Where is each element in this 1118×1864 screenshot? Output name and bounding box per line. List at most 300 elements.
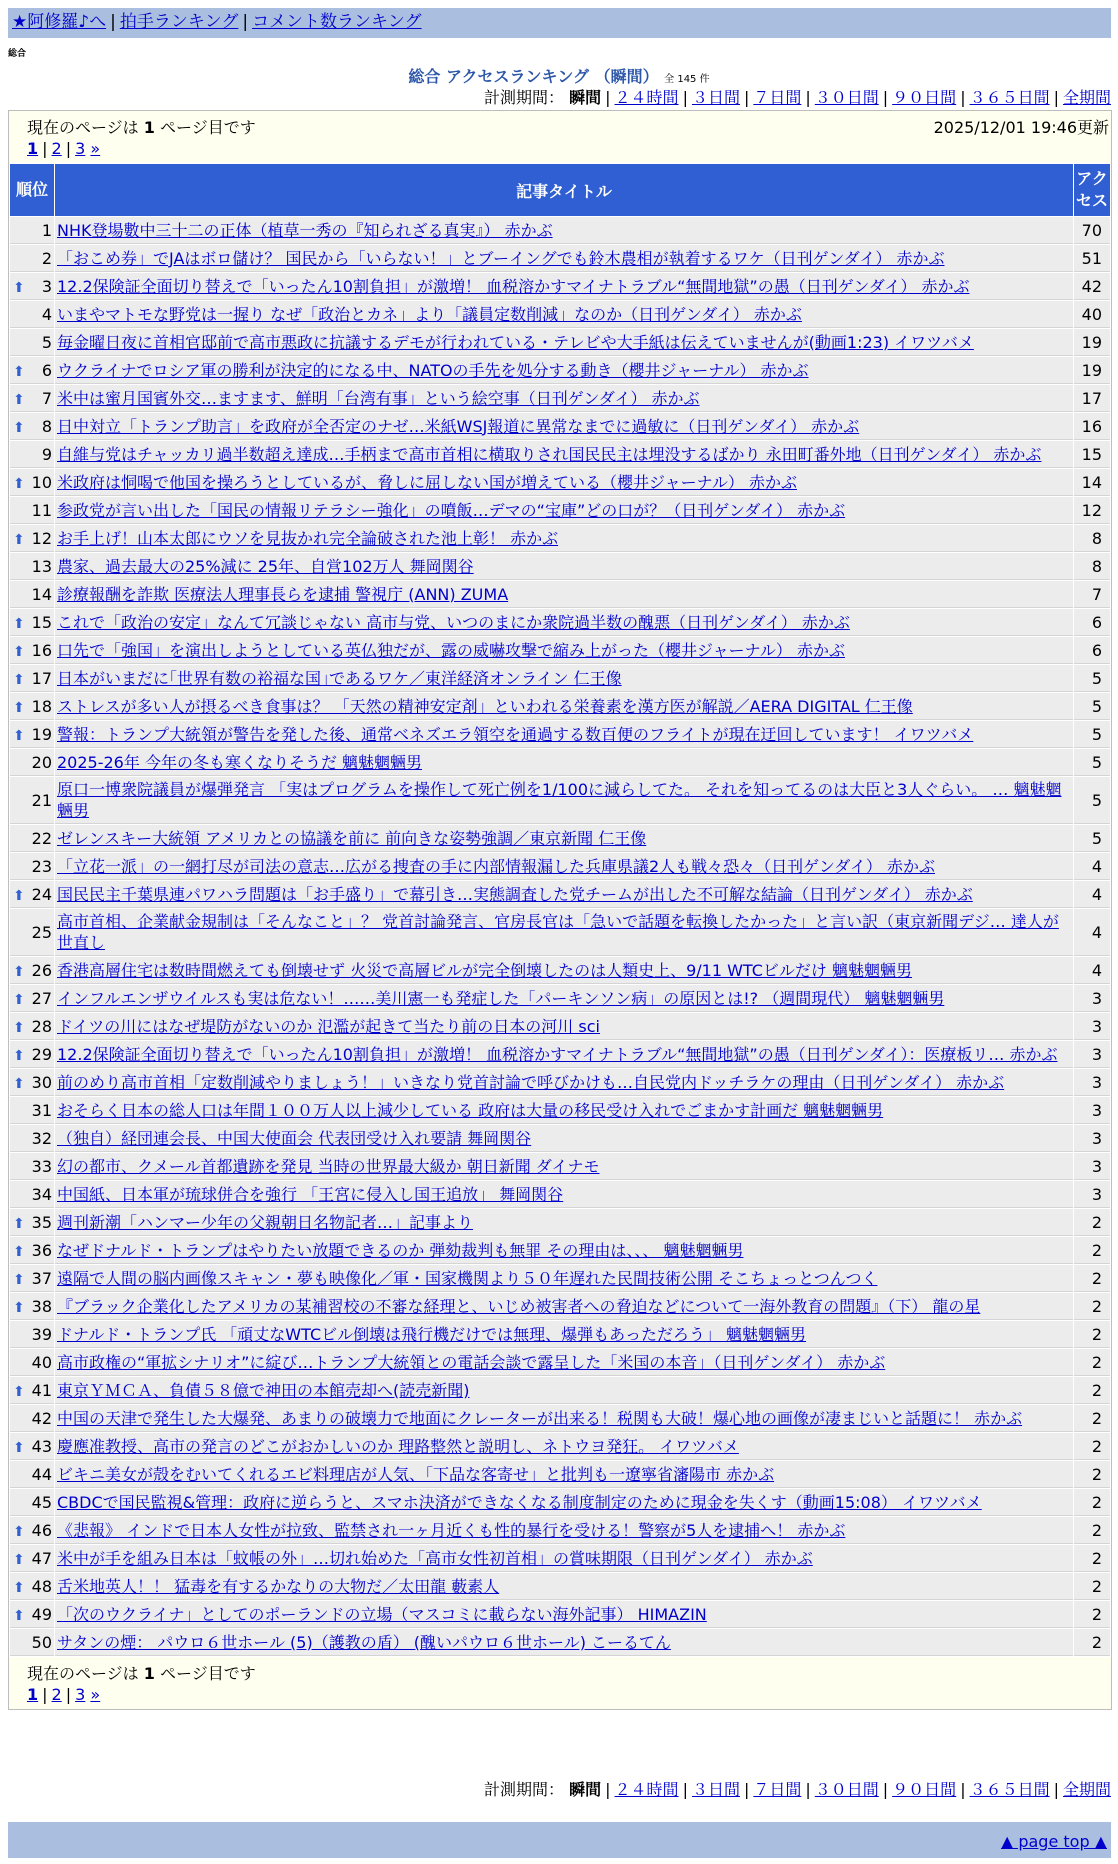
page-info-top: [9, 111, 1111, 163]
header-access: アクセス: [1074, 164, 1110, 216]
article-link[interactable]: 診療報酬を詐欺 医療法人理事長らを逮捕 警視庁 (ANN) ZUMA: [57, 584, 509, 604]
rank-cell: [10, 1181, 54, 1208]
access-count: 3: [1074, 1153, 1110, 1180]
rank-cell: [10, 985, 54, 1012]
access-count: 7: [1074, 581, 1110, 608]
rank-number: 16: [31, 640, 52, 660]
period-option-4[interactable]: ９０日間: [892, 88, 957, 107]
title-cell: [55, 1433, 1073, 1460]
article-link[interactable]: 2025-26年 今年の冬も寒くなりそうだ 魑魅魍魎男: [57, 752, 423, 772]
table-row: [10, 1041, 1110, 1068]
rank-number: 17: [31, 668, 52, 688]
period-separator: |: [960, 88, 966, 107]
current-page-post: ページ目です: [160, 118, 256, 137]
table-row: [10, 497, 1110, 524]
rank-number: 31: [31, 1100, 52, 1120]
access-count: 51: [1074, 245, 1110, 272]
title-cell: [55, 853, 1073, 880]
nav-separator: |: [110, 12, 116, 32]
article-link[interactable]: いまやマトモな野党は一握り なぜ「政治とカネ」より「議員定数削減」なのか（日刊ゲンダイ） 赤かぶ: [57, 304, 802, 324]
article-link[interactable]: 『ブラック企業化したアメリカの某補習校の不審な経理と、いじめ被害者への脅迫などについて一海外教育の問題』（下） 龍の星: [57, 1296, 981, 1316]
table-row: [10, 1573, 1110, 1600]
access-count: 3: [1074, 1013, 1110, 1040]
table-row: [10, 413, 1110, 440]
access-count: 12: [1074, 497, 1110, 524]
article-link[interactable]: 東京ＹＭＣＡ、負債５８億で神田の本館売却へ(読売新聞): [57, 1380, 470, 1400]
up-arrow-icon: ⬆: [13, 1244, 25, 1260]
title-cell: [55, 1601, 1073, 1628]
article-link[interactable]: ビキニ美女が殻をむいてくれるエビ料理店が人気、「下品な客寄せ」と批判も一遼寧省瀋陽市 赤かぶ: [57, 1464, 775, 1484]
rank-cell: [10, 1153, 54, 1180]
access-count: 17: [1074, 385, 1110, 412]
table-row: [10, 553, 1110, 580]
rank-number: 7: [41, 388, 52, 408]
title-cell: [55, 217, 1073, 244]
rank-cell: [10, 1517, 54, 1544]
rank-number: 23: [31, 856, 52, 876]
rank-cell: [10, 245, 54, 272]
article-link[interactable]: 口先で「強国」を演出しようとしている英仏独だが、露の威嚇攻撃で縮み上がった（櫻井ジャーナル） 赤かぶ: [57, 640, 845, 660]
page-top-link[interactable]: ▲ page top ▲: [1000, 1832, 1107, 1851]
bottom-bar: [8, 1822, 1111, 1858]
nav-link-clap-ranking[interactable]: 拍手ランキング: [119, 12, 239, 32]
article-link[interactable]: インフルエンザウイルスも実は危ない！……美川憲一も発症した「パーキンソン病」の原因とは!? （週間現代） 魑魅魍魎男: [57, 988, 945, 1008]
up-arrow-icon: ⬆: [13, 1076, 25, 1092]
title-cell: [55, 553, 1073, 580]
table-row: [10, 1321, 1110, 1348]
current-page-number: 1: [143, 1664, 155, 1683]
title-cell: [55, 1517, 1073, 1544]
period-option-6[interactable]: 全期間: [1062, 1780, 1111, 1799]
access-count: 2: [1074, 1629, 1110, 1656]
rank-number: 3: [41, 276, 52, 296]
access-count: 3: [1074, 1097, 1110, 1124]
article-link[interactable]: NHK登場數中三十二の正体（植草一秀の『知られざる真実』） 赤かぶ: [57, 220, 553, 240]
rank-number: 22: [31, 828, 52, 848]
period-option-0[interactable]: ２４時間: [614, 1780, 679, 1799]
article-link[interactable]: 幻の都市、クメール首都遺跡を発見 当時の世界最大級か 朝日新聞 ダイナモ: [57, 1156, 600, 1176]
access-count: 42: [1074, 273, 1110, 300]
period-separator: |: [805, 88, 811, 107]
period-option-2[interactable]: ７日間: [753, 1780, 802, 1799]
access-count: 3: [1074, 1125, 1110, 1152]
table-row: [10, 1629, 1110, 1656]
rank-number: 39: [31, 1324, 52, 1344]
nav-link-comment-ranking[interactable]: コメント数ランキング: [252, 12, 422, 32]
table-row: [10, 693, 1110, 720]
period-option-1[interactable]: ３日間: [691, 1780, 740, 1799]
rank-number: 11: [31, 500, 52, 520]
pager-page-3[interactable]: 3: [75, 1685, 86, 1704]
table-row: [10, 581, 1110, 608]
title-cell: [55, 469, 1073, 496]
nav-link-asyura[interactable]: ★阿修羅♪へ: [12, 12, 107, 32]
rank-number: 40: [31, 1352, 52, 1372]
rank-cell: [10, 1461, 54, 1488]
title-cell: [55, 1321, 1073, 1348]
rank-cell: [10, 553, 54, 580]
article-link[interactable]: 自維与党はチャッカリ過半数超え達成…手柄まで高市首相に横取りされ国民民主は埋没するばかり 永田町番外地（日刊ゲンダイ） 赤かぶ: [57, 444, 1042, 464]
article-link[interactable]: 12.2保険証全面切り替えで「いったん10割負担」が激増！ 血税溶かすマイナトラブル“無間地獄”の愚（日刊ゲンダイ） 赤かぶ: [57, 276, 970, 296]
period-selector-top: [484, 88, 1111, 108]
up-arrow-icon: ⬆: [13, 364, 25, 380]
table-row: [10, 609, 1110, 636]
access-count: 2: [1074, 1461, 1110, 1488]
article-link[interactable]: 遠隔で人間の脳内画像スキャン・夢も映像化／軍・国家機関より５０年遅れた民間技術公開 そこちょっとつんつく: [57, 1268, 878, 1288]
rank-cell: [10, 777, 54, 824]
title-cell: [55, 1181, 1073, 1208]
pager-page-2[interactable]: 2: [51, 1685, 62, 1704]
rank-number: 50: [31, 1632, 52, 1652]
article-link[interactable]: 農家、過去最大の25%減に 25年、自営102万人 舞岡関谷: [57, 556, 474, 576]
category-tag: 総合: [8, 49, 27, 59]
access-count: 19: [1074, 357, 1110, 384]
period-option-5[interactable]: ３６５日間: [969, 1780, 1050, 1799]
rank-number: 12: [31, 528, 52, 548]
period-separator: |: [743, 88, 750, 107]
article-link[interactable]: 毎金曜日夜に首相官邸前で高市悪政に抗議するデモが行われている・テレビや大手紙は伝えていませんが(動画1:23) イワツバメ: [57, 332, 974, 352]
table-row: [10, 1265, 1110, 1292]
title-cell: [55, 1545, 1073, 1572]
header-title: 記事タイトル: [55, 164, 1073, 216]
period-option-3[interactable]: ３０日間: [814, 1780, 879, 1799]
rank-number: 37: [31, 1268, 52, 1288]
rank-number: 6: [41, 360, 52, 380]
pager-page-2[interactable]: 2: [51, 139, 62, 158]
pager-separator: |: [65, 1685, 72, 1704]
article-link[interactable]: 前のめり高市首相「定数削減やりましょう！」いきなり党首討論で呼びかけも…自民党内ドッチラケの理由（日刊ゲンダイ） 赤かぶ: [57, 1072, 1005, 1092]
title-cell: [55, 665, 1073, 692]
pager-next[interactable]: »: [90, 1685, 101, 1704]
up-arrow-icon: ⬆: [13, 1524, 25, 1540]
access-count: 5: [1074, 777, 1110, 824]
table-row: [10, 1601, 1110, 1628]
period-separator: |: [960, 1780, 966, 1799]
up-arrow-icon: ⬆: [13, 728, 25, 744]
rank-number: 47: [31, 1548, 52, 1568]
title-cell: [55, 1265, 1073, 1292]
rank-number: 33: [31, 1156, 52, 1176]
table-row: [10, 301, 1110, 328]
table-row: [10, 1209, 1110, 1236]
period-option-1[interactable]: ３日間: [691, 88, 740, 107]
title-cell: [55, 909, 1073, 956]
up-arrow-icon: ⬆: [13, 420, 25, 436]
rank-cell: [10, 301, 54, 328]
table-row: [10, 385, 1110, 412]
title-cell: [55, 1041, 1073, 1068]
article-link[interactable]: これで「政治の安定」なんて冗談じゃない 高市与党、いつのまにか衆院過半数の醜悪（日刊ゲンダイ） 赤かぶ: [57, 612, 850, 632]
title-cell: [55, 693, 1073, 720]
title-cell: [55, 441, 1073, 468]
access-count: 2: [1074, 1377, 1110, 1404]
page-info-bottom: [9, 1657, 1111, 1709]
access-count: 4: [1074, 881, 1110, 908]
article-link[interactable]: 米中は蜜月国賓外交…ますます、鮮明「台湾有事」という絵空事（日刊ゲンダイ） 赤かぶ: [57, 388, 700, 408]
rank-cell: [10, 1013, 54, 1040]
article-link[interactable]: ドナルド・トランプ氏 「頑丈なWTCビル倒壊は飛行機だけでは無理、爆弾もあっただろう」 魑魅魍魎男: [57, 1324, 807, 1344]
rank-number: 25: [31, 922, 52, 942]
up-arrow-icon: ⬆: [13, 1580, 25, 1596]
up-arrow-icon: ⬆: [13, 888, 25, 904]
rank-cell: [10, 581, 54, 608]
title-cell: [55, 301, 1073, 328]
up-arrow-icon: ⬆: [13, 964, 25, 980]
access-count: 4: [1074, 957, 1110, 984]
up-arrow-icon: ⬆: [13, 1048, 25, 1064]
title-cell: [55, 985, 1073, 1012]
period-separator: |: [605, 1780, 611, 1799]
rank-number: 42: [31, 1408, 52, 1428]
article-link[interactable]: 国民民主千葉県連パワハラ問題は「お手盛り」で幕引き…実態調査した党チームが出した不可解な結論（日刊ゲンダイ） 赤かぶ: [57, 884, 973, 904]
table-row: [10, 1433, 1110, 1460]
article-link[interactable]: ドイツの川にはなぜ堤防がないのか 氾濫が起きて当たり前の日本の河川 sci: [57, 1016, 600, 1036]
ranking-panel: [8, 110, 1112, 1710]
rank-cell: [10, 1041, 54, 1068]
access-count: 2: [1074, 1209, 1110, 1236]
access-count: 5: [1074, 721, 1110, 748]
rank-cell: [10, 1601, 54, 1628]
table-row: [10, 1013, 1110, 1040]
rank-number: 38: [31, 1296, 52, 1316]
rank-cell: [10, 1209, 54, 1236]
title-cell: [55, 1405, 1073, 1432]
pager-current[interactable]: 1: [27, 139, 39, 158]
period-separator: |: [743, 1780, 750, 1799]
up-arrow-icon: ⬆: [13, 1216, 25, 1232]
article-link[interactable]: お手上げ！山本太郎にウソを見抜かれ完全論破された池上彰！ 赤かぶ: [57, 528, 559, 548]
period-option-3[interactable]: ３０日間: [814, 88, 879, 107]
rank-number: 14: [31, 584, 52, 604]
pager-page-3[interactable]: 3: [75, 139, 86, 158]
pager-separator: |: [42, 1685, 48, 1704]
article-link[interactable]: CBDCで国民監視&管理：政府に逆らうと、スマホ決済ができなくなる制度制定のために現金を失くす（動画15:08） イワツバメ: [57, 1492, 982, 1512]
title-cell: [55, 581, 1073, 608]
table-row: [10, 909, 1110, 956]
rank-cell: [10, 909, 54, 956]
rank-cell: [10, 749, 54, 776]
table-row: [10, 1293, 1110, 1320]
rank-number: 34: [31, 1184, 52, 1204]
rank-cell: [10, 1545, 54, 1572]
access-count: 2: [1074, 1265, 1110, 1292]
up-arrow-icon: ⬆: [13, 644, 25, 660]
table-row: [10, 957, 1110, 984]
rank-number: 30: [31, 1072, 52, 1092]
access-count: 3: [1074, 985, 1110, 1012]
access-count: 3: [1074, 1181, 1110, 1208]
pager-separator: |: [42, 139, 48, 158]
period-option-5[interactable]: ３６５日間: [969, 88, 1050, 107]
rank-cell: [10, 957, 54, 984]
table-row: [10, 1125, 1110, 1152]
access-count: 3: [1074, 1041, 1110, 1068]
title-cell: [55, 1237, 1073, 1264]
access-count: 4: [1074, 909, 1110, 956]
table-row: [10, 329, 1110, 356]
table-row: [10, 665, 1110, 692]
article-link[interactable]: おそらく日本の総人口は年間１００万人以上減少している 政府は大量の移民受け入れでごまかす計画だ 魑魅魍魎男: [57, 1100, 884, 1120]
period-separator: |: [1053, 88, 1059, 107]
current-page-number: 1: [143, 118, 155, 137]
access-count: 6: [1074, 637, 1110, 664]
article-link[interactable]: 原口一博衆院議員が爆弾発言 「実はプログラムを操作して死亡例を1/100に減らしてた。 それを知ってるのは大臣と3人ぐらい。 … 魑魅魍魎男: [57, 780, 1062, 820]
rank-number: 36: [31, 1240, 52, 1260]
period-option-6[interactable]: 全期間: [1062, 88, 1111, 107]
article-link[interactable]: （独自）経団連会長、中国大使面会 代表団受け入れ要請 舞岡関谷: [57, 1128, 532, 1148]
rank-cell: [10, 1405, 54, 1432]
up-arrow-icon: ⬆: [13, 476, 25, 492]
article-link[interactable]: 香港高層住宅は数時間燃えても倒壊せず 火災で高層ビルが完全倒壊したのは人類史上、9/11 WTCビルだけ 魑魅魍魎男: [57, 960, 913, 980]
access-count: 5: [1074, 665, 1110, 692]
article-link[interactable]: 警報：トランプ大統領が警告を発した後、通常ベネズエラ領空を通過する数百便のフライトが現在迂回しています！ イワツバメ: [57, 724, 974, 744]
rank-number: 29: [31, 1044, 52, 1064]
title-cell: [55, 1069, 1073, 1096]
rank-cell: [10, 413, 54, 440]
article-link[interactable]: 参政党が言い出した「国民の情報リテラシー強化」の噴飯…デマの“宝庫”どの口が？（日刊ゲンダイ） 赤かぶ: [57, 500, 846, 520]
rank-cell: [10, 1069, 54, 1096]
article-link[interactable]: 《悲報》 インドで日本人女性が拉致、監禁され一ヶ月近くも性的暴行を受ける！警察が5人を逮捕へ！ 赤かぶ: [57, 1520, 846, 1540]
rank-number: 21: [31, 790, 52, 810]
rank-number: 19: [31, 724, 52, 744]
table-row: [10, 777, 1110, 824]
article-link[interactable]: ストレスが多い人が摂るべき食事は？ 「天然の精神安定剤」といわれる栄養素を漢方医が解説／AERA DIGITAL 仁王像: [57, 696, 913, 716]
rank-number: 26: [31, 960, 52, 980]
rank-cell: [10, 1237, 54, 1264]
article-link[interactable]: 米政府は恫喝で他国を操ろうとしているが、脅しに屈しない国が増えている（櫻井ジャーナル） 赤かぶ: [57, 472, 797, 492]
period-separator: |: [882, 1780, 889, 1799]
table-row: [10, 637, 1110, 664]
article-link[interactable]: なぜドナルド・トランプはやりたい放題できるのか 弾劾裁判も無罪 その理由は、、、 魑魅魍魎男: [57, 1240, 744, 1260]
title-cell: [55, 1153, 1073, 1180]
rank-cell: [10, 357, 54, 384]
article-link[interactable]: 米中が手を組み日本は「蚊帳の外」…切れ始めた「高市女性初首相」の賞味期限（日刊ゲンダイ） 赤かぶ: [57, 1548, 813, 1568]
header-rank: 順位: [10, 164, 54, 216]
rank-number: 9: [41, 444, 52, 464]
pager-current[interactable]: 1: [27, 1685, 39, 1704]
rank-cell: [10, 1433, 54, 1460]
table-row: [10, 749, 1110, 776]
title-cell: [55, 1125, 1073, 1152]
rank-cell: [10, 665, 54, 692]
rank-number: 49: [31, 1604, 52, 1624]
article-link[interactable]: 高市首相、企業献金規制は「そんなこと」？ 党首討論発言、官房長官は「急いで話題を転換したかった」と言い訳（東京新聞デジ… 達人が世直し: [57, 912, 1059, 952]
title-cell: [55, 1209, 1073, 1236]
article-link[interactable]: 高市政権の“軍拡シナリオ”に綻び…トランプ大統領との電話会談で露呈した「米国の本音」（日刊ゲンダイ） 赤かぶ: [57, 1352, 886, 1372]
article-link[interactable]: 「立花一派」の一網打尽が司法の意志…広がる捜査の手に内部情報漏した兵庫県議2人も戦々恐々（日刊ゲンダイ） 赤かぶ: [57, 856, 935, 876]
rank-cell: [10, 693, 54, 720]
current-page-text: [27, 115, 256, 138]
article-link[interactable]: サタンの煙： パウロ６世ホール (5)（護教の盾） (醜いパウロ６世ホール) こーるてん: [57, 1632, 671, 1652]
up-arrow-icon: ⬆: [13, 672, 25, 688]
access-count: 70: [1074, 217, 1110, 244]
up-arrow-icon: ⬆: [13, 1272, 25, 1288]
title-cell: [55, 245, 1073, 272]
article-link[interactable]: 「次のウクライナ」としてのポーランドの立場（マスコミに載らない海外記事） HIMAZIN: [57, 1604, 707, 1624]
article-link[interactable]: 日中対立「トランプ助言」を政府が全否定のナゼ…米紙WSJ報道に異常なまでに過敏に（日刊ゲンダイ） 赤かぶ: [57, 416, 860, 436]
period-option-4[interactable]: ９０日間: [892, 1780, 957, 1799]
rank-number: 8: [41, 416, 52, 436]
access-count: 40: [1074, 301, 1110, 328]
title-cell: [55, 1573, 1073, 1600]
rank-number: 5: [41, 332, 52, 352]
table-row: [10, 1489, 1110, 1516]
access-count: 14: [1074, 469, 1110, 496]
pager-next[interactable]: »: [90, 139, 101, 158]
access-count: 2: [1074, 1293, 1110, 1320]
rank-number: 46: [31, 1520, 52, 1540]
title-cell: [55, 413, 1073, 440]
rank-cell: [10, 1573, 54, 1600]
title-cell: [55, 957, 1073, 984]
title-cell: [55, 1629, 1073, 1656]
article-link[interactable]: ゼレンスキー大統領 アメリカとの協議を前に 前向きな姿勢強調／東京新聞 仁王像: [57, 828, 647, 848]
access-count: 3: [1074, 1069, 1110, 1096]
article-link[interactable]: 舌米地英人！！ 猛毒を有するかなりの大物だ／太田龍 藪素人: [57, 1576, 500, 1596]
table-row: [10, 721, 1110, 748]
article-link[interactable]: 週刊新潮「ハンマー少年の父親朝日名物記者…」記事より: [57, 1212, 474, 1232]
access-count: 16: [1074, 413, 1110, 440]
rank-cell: [10, 881, 54, 908]
access-count: 2: [1074, 1573, 1110, 1600]
up-arrow-icon: ⬆: [13, 1020, 25, 1036]
table-row: [10, 357, 1110, 384]
table-row: [10, 1349, 1110, 1376]
rank-number: 18: [31, 696, 52, 716]
rank-cell: [10, 441, 54, 468]
table-row: [10, 1377, 1110, 1404]
article-link[interactable]: 「おこめ券」でJAはボロ儲け？ 国民から「いらない！」とブーイングでも鈴木農相が執着するワケ（日刊ゲンダイ） 赤かぶ: [57, 248, 945, 268]
table-row: [10, 825, 1110, 852]
title-cell: [55, 825, 1073, 852]
title-cell: [55, 1097, 1073, 1124]
table-row: [10, 1545, 1110, 1572]
title-cell: [55, 1013, 1073, 1040]
rank-cell: [10, 1321, 54, 1348]
title-cell: [55, 385, 1073, 412]
title-cell: [55, 721, 1073, 748]
period-separator: |: [682, 88, 688, 107]
article-link[interactable]: 12.2保険証全面切り替えで「いったん10割負担」が激増！ 血税溶かすマイナトラブル“無間地獄”の愚（日刊ゲンダイ）：医療板リ… 赤かぶ: [57, 1044, 1058, 1064]
article-link[interactable]: 中国の天津で発生した大爆発、あまりの破壊力で地面にクレーターが出来る！税関も大破！爆心地の画像が凄まじいと話題に！ 赤かぶ: [57, 1408, 1023, 1428]
up-arrow-icon: ⬆: [13, 992, 25, 1008]
rank-cell: [10, 637, 54, 664]
period-separator: |: [682, 1780, 688, 1799]
article-link[interactable]: 慶應准教授、高市の発言のどこがおかしいのか 理路整然と説明し、ネトウヨ発狂。 イワツバメ: [57, 1436, 739, 1456]
article-link[interactable]: 日本がいまだに｢世界有数の裕福な国｣であるワケ／東洋経済オンライン 仁王像: [57, 668, 622, 688]
rank-cell: [10, 1489, 54, 1516]
access-count: 19: [1074, 329, 1110, 356]
article-link[interactable]: 中国紙、日本軍が琉球併合を強行 「王宮に侵入し国王追放」 舞岡関谷: [57, 1184, 564, 1204]
rank-number: 10: [31, 472, 52, 492]
rank-number: 32: [31, 1128, 52, 1148]
table-row: [10, 469, 1110, 496]
access-count: 2: [1074, 1405, 1110, 1432]
period-option-0[interactable]: ２４時間: [614, 88, 679, 107]
up-arrow-icon: ⬆: [13, 1608, 25, 1624]
rank-cell: [10, 825, 54, 852]
rank-number: 35: [31, 1212, 52, 1232]
title-cell: [55, 329, 1073, 356]
table-row: [10, 441, 1110, 468]
table-row: [10, 217, 1110, 244]
article-link[interactable]: ウクライナでロシア軍の勝利が決定的になる中、NATOの手先を処分する動き（櫻井ジャーナル） 赤かぶ: [57, 360, 809, 380]
up-arrow-icon: ⬆: [13, 700, 25, 716]
rank-cell: [10, 1377, 54, 1404]
title-cell: [55, 1489, 1073, 1516]
table-row: [10, 1237, 1110, 1264]
period-option-2[interactable]: ７日間: [753, 88, 802, 107]
